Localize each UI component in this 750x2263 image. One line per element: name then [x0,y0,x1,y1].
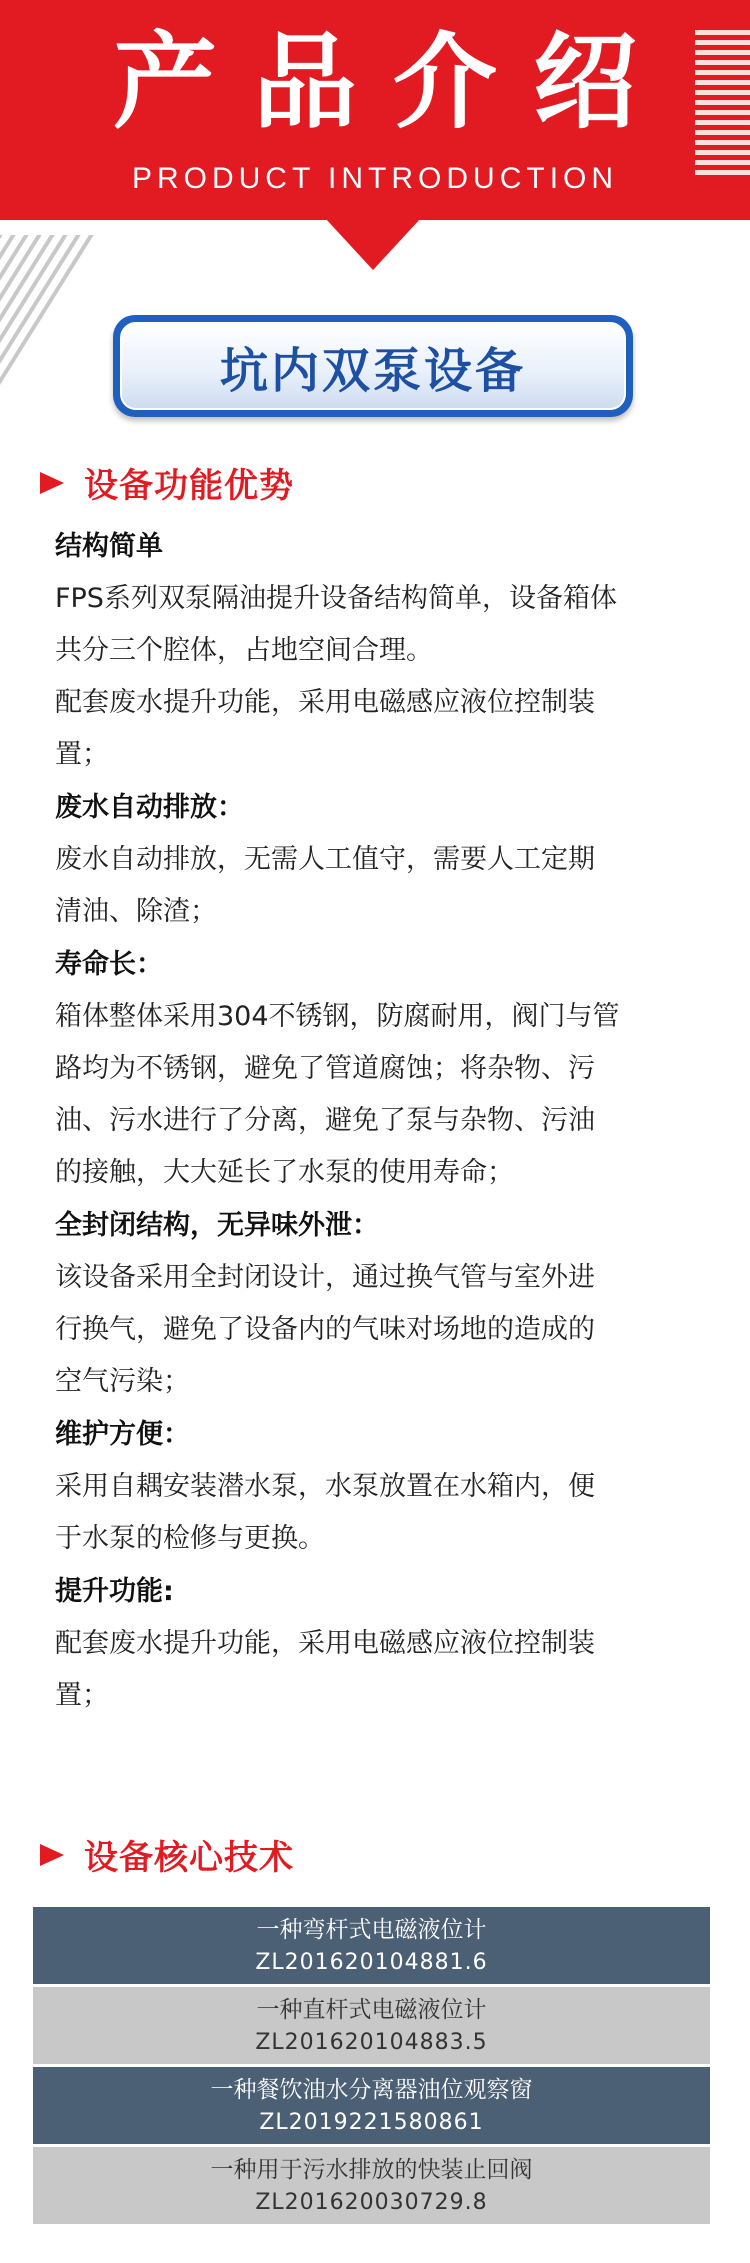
patent-name: 一种直杆式电磁液位计 [256,1996,487,2023]
diagonal-stripe [0,235,91,410]
feature-line: 于水泵的检修与更换。 [55,1523,325,1554]
patent-row [33,1907,710,1984]
patent-table [33,1907,710,2227]
diagonal-stripes-decoration [0,235,100,410]
feature-title: 寿命长： [55,949,163,980]
advantages-heading [40,458,294,507]
patent-row [33,2067,710,2144]
feature-title: 提升功能: [55,1576,174,1607]
patent-name: 一种餐饮油水分离器油位观察窗 [210,2076,533,2103]
feature-line: 置； [55,1680,109,1711]
feature-line: 配套废水提升功能，采用电磁感应液位控制装 [55,687,595,718]
header-banner [0,0,750,220]
feature-line: FPS系列双泵隔油提升设备结构简单，设备箱体 [55,583,617,614]
feature-paragraph [55,991,695,1199]
feature-paragraph [55,677,695,781]
banner-pointer-icon [325,218,421,270]
feature-paragraph [55,573,695,677]
advantages-list [55,520,695,1722]
page-title: 产品介绍 [112,21,673,143]
feature-paragraph [55,1461,695,1565]
feature-paragraph [55,1252,695,1408]
feature-paragraph [55,834,695,938]
core-tech-heading [40,1830,294,1879]
patent-name: 一种用于污水排放的快装止回阀 [210,2156,533,2183]
feature-line: 路均为不锈钢，避免了管道腐蚀；将杂物、污 [55,1053,595,1084]
feature-title: 维护方便： [55,1419,190,1450]
feature-line: 空气污染； [55,1366,190,1397]
feature-title: 废水自动排放： [55,792,244,823]
feature-paragraph [55,1618,695,1722]
feature-title: 结构简单 [55,531,163,562]
patent-number: ZL2019221580861 [259,2109,484,2135]
arrow-right-icon [40,472,64,494]
feature-line: 采用自耦安装潜水泵，水泵放置在水箱内，便 [55,1471,595,1502]
feature-line: 的接触，大大延长了水泵的使用寿命； [55,1157,514,1188]
feature-line: 该设备采用全封闭设计，通过换气管与室外进 [55,1262,595,1293]
arrow-right-icon [40,1844,64,1866]
core-tech-heading-text: 设备核心技术 [84,1838,294,1878]
feature-line: 清油、除渣； [55,896,217,927]
feature-line: 箱体整体采用304不锈钢，防腐耐用，阀门与管 [55,1001,620,1032]
patent-number: ZL201620104881.6 [255,1949,488,1975]
product-name: 坑内双泵设备 [219,342,526,399]
feature-line: 行换气，避免了设备内的气味对场地的造成的 [55,1314,595,1345]
advantages-heading-text: 设备功能优势 [84,466,294,506]
feature-title: 全封闭结构，无异味外泄： [55,1210,379,1241]
patent-number: ZL201620104883.5 [255,2029,488,2055]
feature-line: 废水自动排放，无需人工值守，需要人工定期 [55,844,595,875]
patent-number: ZL201620030729.8 [255,2189,488,2215]
patent-row [33,1987,710,2064]
feature-line: 油、污水进行了分离，避免了泵与杂物、污油 [55,1105,595,1136]
page-subtitle: PRODUCT INTRODUCTION [131,162,619,195]
product-badge-inner [120,322,626,410]
product-badge [113,315,633,417]
feature-line: 置； [55,739,109,770]
feature-line: 配套废水提升功能，采用电磁感应液位控制装 [55,1628,595,1659]
patent-name: 一种弯杆式电磁液位计 [256,1916,487,1943]
feature-line: 共分三个腔体，占地空间合理。 [55,635,433,666]
patent-row [33,2147,710,2224]
